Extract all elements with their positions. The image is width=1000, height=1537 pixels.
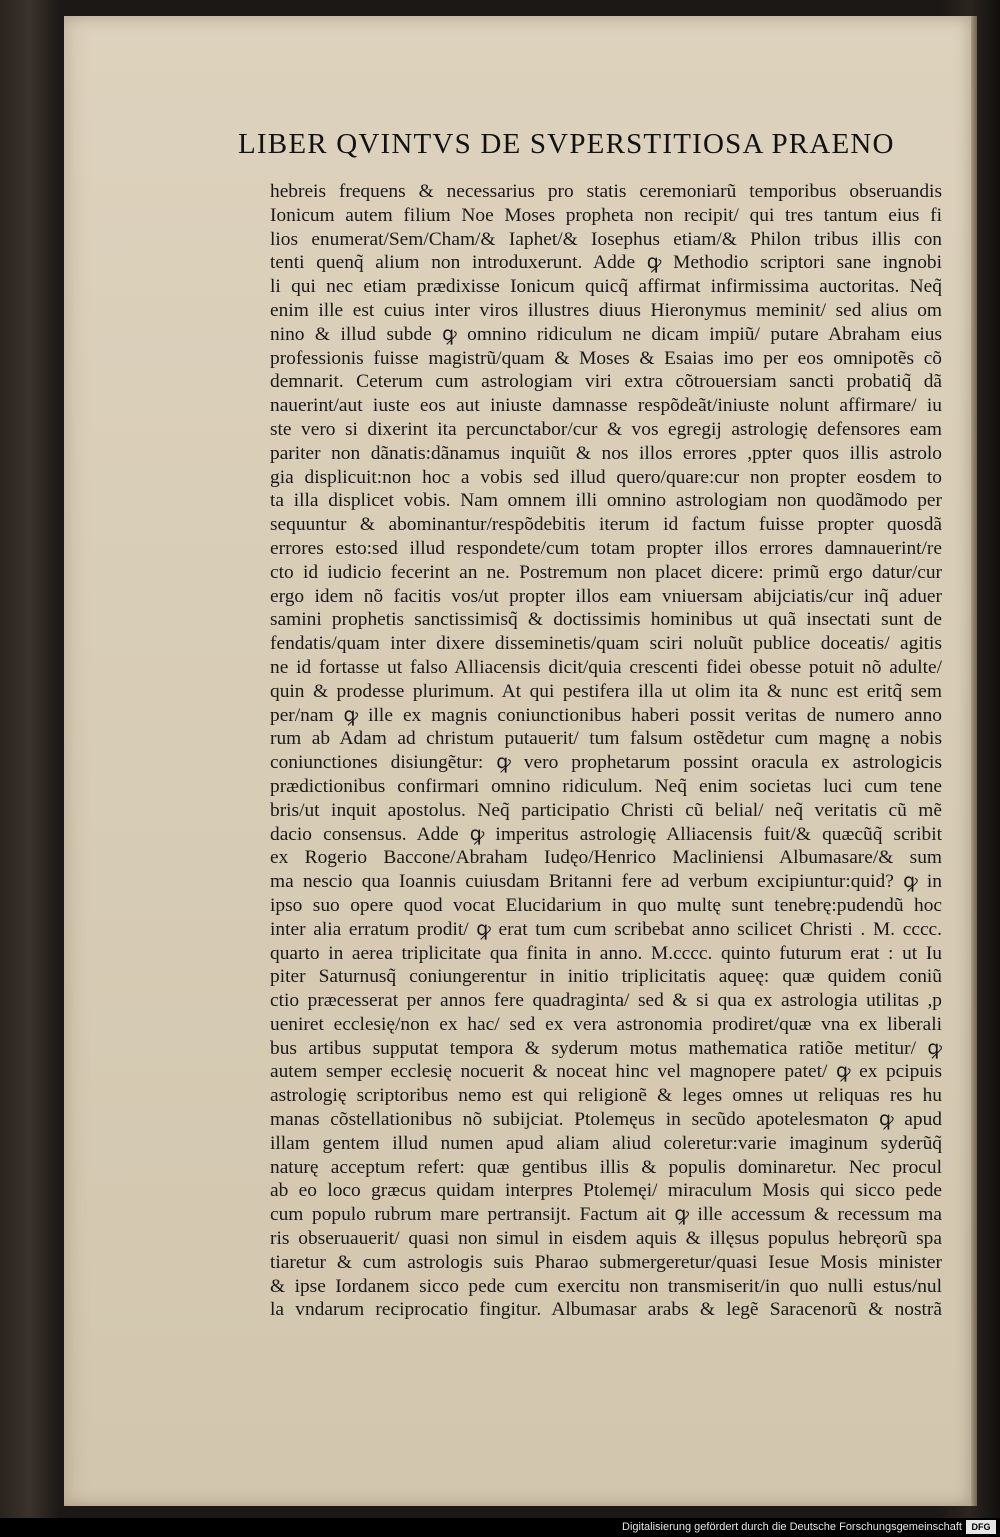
text-line: lios enumerat/Sem/Cham/& Iaphet/& Iosephus etiam/& Philon tribus illis con — [270, 228, 942, 250]
text-line: sequuntur & abominantur/respõdebitis iterum id factum fuisse propter quosdã — [270, 514, 942, 536]
text-line: ctio præcesserat per annos fere quadraginta/ sed & si qua ex astrologia utilitas ,p — [270, 990, 942, 1012]
body-text — [270, 180, 942, 1322]
text-line: gia displicuit:non hoc a vobis sed illud quero/quare:cur non propter eosdem to — [270, 466, 942, 488]
text-line: professionis fuisse magistrũ/quam & Moses & Esaias imo per eos omnipotẽs cõ — [270, 347, 942, 369]
text-line: ueniret ecclesię/non ex hac/ sed ex vera astronomia prodiret/quæ vna ex liberali — [270, 1013, 942, 1035]
text-line: ipso suo opere quod vocat Elucidarium in quo multę sunt tenebrę:pudendũ hoc — [270, 894, 942, 916]
text-line: illam gentem illud numen apud aliam aliud coleretur:varie imaginum syderũq̃ — [270, 1132, 942, 1154]
text-line: Ionicum autem filium Noe Moses propheta non recipit/ qui tres tantum eius fi — [270, 204, 942, 226]
text-line: manas cõstellationibus nõ subijciat. Ptolemęus in secũdo apotelesmaton ꝙ apud — [270, 1109, 942, 1131]
text-line: tiaretur & cum astrologis suis Pharao submergeretur/quasi Iesue Mosis minister — [270, 1251, 942, 1273]
text-line: cto id iudicio fecerint an ne. Postremum non placet dicere: primũ ergo datur/cur — [270, 561, 942, 583]
text-line: pariter non dãnatis:dãnamus inquiũt & nos illos errores ,ppter quos illis astrolo — [270, 442, 942, 464]
text-line: nauerint/aut iuste eos aut iniuste damnasse respõdeãt/iniuste nolunt affirmare/ iu — [270, 395, 942, 417]
text-line: quarto in aerea triplicitate qua finita in anno. M.cccc. quinto futurum erat : ut Iu — [270, 942, 942, 964]
page-edge — [971, 16, 977, 1506]
text-line: dacio consensus. Adde ꝙ imperitus astrologię Alliacensis fuit/& quæcũq̃ scribit — [270, 823, 942, 845]
dfg-logo: DFG — [966, 1520, 996, 1534]
text-line: rum ab Adam ad christum putauerit/ tum falsum ostẽdetur cum magnę a nobis — [270, 728, 942, 750]
text-line: ma nescio qua Ioannis cuiusdam Britanni fere ad verbum excipiuntur:quid? ꝙ in — [270, 871, 942, 893]
text-line: & ipse Iordanem sicco pede cum exercitu non transmiserit/in quo nulli estus/nul — [270, 1275, 942, 1297]
text-line: samini prophetis sanctissimisq̃ & doctissimis hominibus ut quã insectati sunt de — [270, 609, 942, 631]
text-line: ris obseruauerit/ quasi non simul in eisdem aquis & illęsus populus hebręorũ spa — [270, 1228, 942, 1250]
text-line: inter alia erratum prodit/ ꝙ erat tum cum scribebat anno scilicet Christi . M. cccc. — [270, 918, 942, 940]
text-line: quin & prodesse plurimum. At qui pestifera illa ut olim ita & nunc est eritq̃ sem — [270, 680, 942, 702]
text-line: errores esto:sed illud respondete/cum totam propter illos errores damnauerint/re — [270, 537, 942, 559]
text-line: naturę acceptum refert: quæ gentibus illis & populis dominaretur. Nec procul — [270, 1156, 942, 1178]
text-line: hebreis frequens & necessarius pro statis ceremoniarũ temporibus obseruandis — [270, 181, 942, 202]
text-line: la vndarum reciprocatio fingitur. Albumasar arabs & legẽ Saracenorũ & nostrã — [270, 1299, 942, 1321]
text-line: ne id fortasse ut falso Alliacensis dicit/quia crescenti fidei obesse potuit nõ adulte/ — [270, 656, 942, 678]
running-head: LIBER QVINTVS DE SVPERSTITIOSA PRAENO — [238, 128, 895, 160]
text-line: fendatis/quam inter dixere disseminetis/quam sciri noluũt publice doceatis/ agitis — [270, 633, 942, 655]
text-line: per/nam ꝙ ille ex magnis coniunctionibus haberi possit veritas de numero anno — [270, 704, 942, 726]
text-line: ste vero si dixerint ita percunctabor/cur & vos egregij astrologię defensores eam — [270, 418, 942, 440]
text-line: tenti quenq̃ alium non introduxerunt. Adde ꝙ Methodio scriptori sane ingnobi — [270, 252, 942, 274]
text-line: prædictionibus confirmari omnino ridiculum. Neq̃ enim societas luci cum tene — [270, 775, 942, 797]
text-line: ab eo loco græcus quidam interpres Ptolemęi/ miraculum Mosis qui sicco pede — [270, 1180, 942, 1202]
text-line: ex Rogerio Baccone/Abraham Iudęo/Henrico Macliniensi Albumasare/& sum — [270, 847, 942, 869]
text-line: demnarit. Ceterum cum astrologiam viri extra cõtrouersiam sancti probatiq̃ dã — [270, 371, 942, 393]
text-line: bus artibus supputat tempora & syderum motus mathematica ratiõe metitur/ ꝙ — [270, 1037, 942, 1059]
footer-credit: Digitalisierung gefördert durch die Deutsche Forschungsgemeinschaft — [622, 1521, 962, 1533]
text-line: enim ille est cuius inter viros illustres diuus Hieronymus meminit/ sed alius om — [270, 299, 942, 321]
text-line: nino & illud subde ꝙ omnino ridiculum ne dicam impiũ/ putare Abraham eius — [270, 323, 942, 345]
text-line: cum populo rubrum mare pertransijt. Factum ait ꝙ ille accessum & recessum ma — [270, 1204, 942, 1226]
text-line: astrologię scriptoribus nemo est qui religionẽ & leges omnes ut reliquas res hu — [270, 1085, 942, 1107]
text-line: li qui nec etiam prædixisse Ionicum quicq̃ affirmat infirmissima auctoritas. Neq̃ — [270, 276, 942, 298]
text-line: piter Saturnusq̃ coniungerentur in initio triplicitatis aqueę: quæ quidem coniũ — [270, 966, 942, 988]
text-line: ta illa displicet vobis. Nam omnem illi omnino astrologiam non quodãmodo per — [270, 490, 942, 512]
text-line: bris/ut inquit apostolus. Neq̃ participatio Christi cũ belial/ neq̃ veritatis cũ mẽ — [270, 799, 942, 821]
text-line: ergo idem nõ facitis vos/ut propter illos eam vniuersam abijciatis/cur inq̃ aduer — [270, 585, 942, 607]
text-line: coniunctiones disiungẽtur: ꝙ vero prophetarum possint oracula ex astrologicis — [270, 752, 942, 774]
text-line: autem semper ecclesię nocuerit & noceat hinc vel magnopere patet/ ꝙ ex pcipuis — [270, 1061, 942, 1083]
